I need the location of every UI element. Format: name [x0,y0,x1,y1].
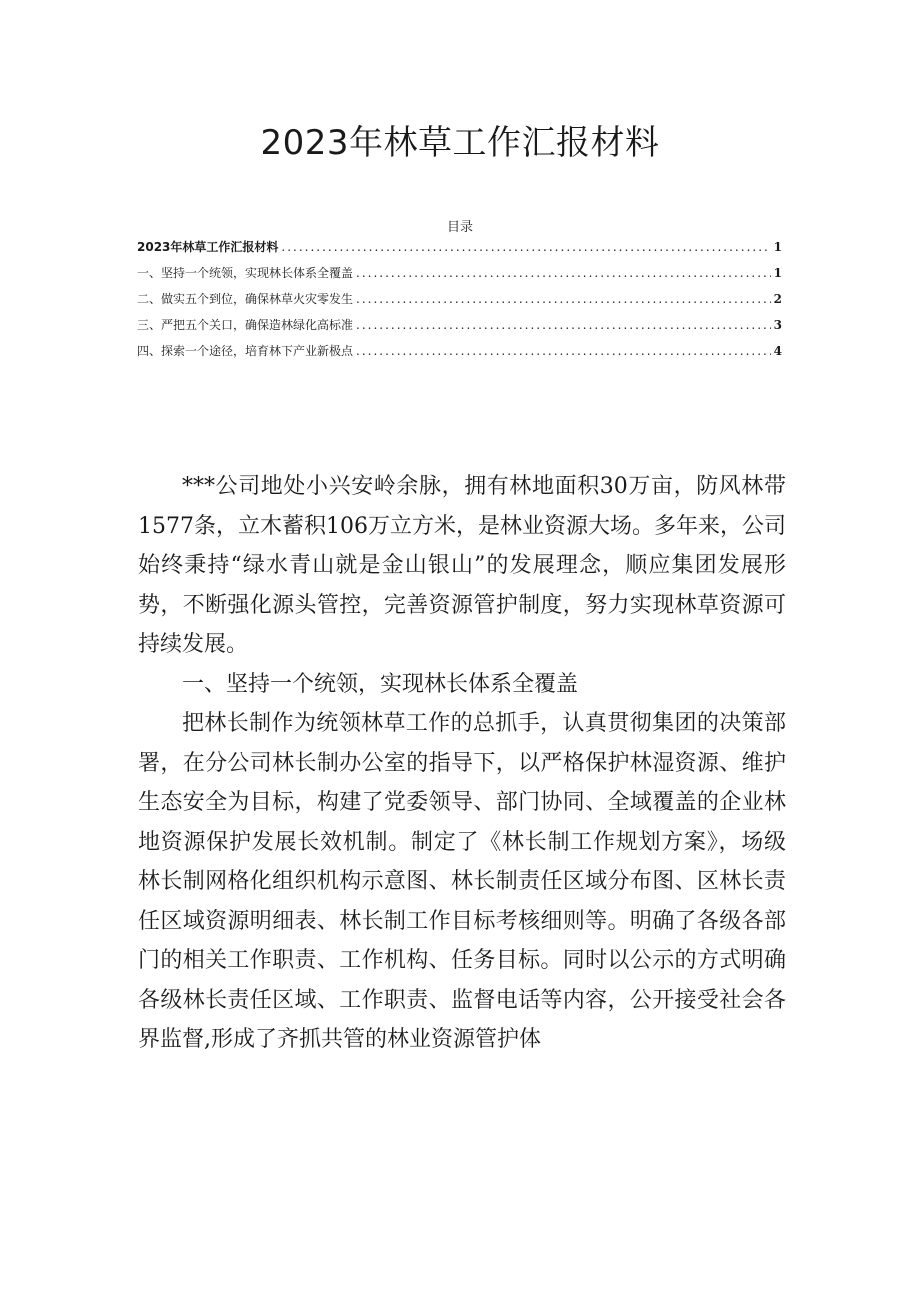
toc-entry-text: 2023年林草工作汇报材料 [137,240,279,254]
toc-heading: 目录 [446,220,473,235]
section-paragraph: 把林长制作为统领林草工作的总抓手，认真贯彻集团的决策部署，在分公司林长制办公室的指导下，以严格保护林湿资源、维护生态安全为目标，构建了党委领导、部门协同、全域覆盖的企业林地资源保护发展长效机制。制定了《林长制工作规划方案》，场级林长制网格化组织机构示意图、林长制责任区域分布图、区林长责任区域资源明细表、林长制工作目标考核细则等。明确了各级各部门的相关工作职责、工作机构、任务目标。同时以公示的方式明确各级林长责任区域、工作职责、监督电话等内容，公开接受社会各界监督,形成了齐抓共管的林业资源管护体 [138,711,786,1052]
toc-page-number: 1 [773,240,782,254]
document-body [138,467,786,1060]
document-title: 2023年林草工作汇报材料 [260,123,660,163]
section-heading: 一、坚持一个统领，实现林长体系全覆盖 [182,671,579,697]
toc-page-number: 2 [773,292,782,306]
toc-entry[interactable] [137,264,782,290]
toc-page-number: 1 [773,266,782,280]
toc-entry[interactable] [137,290,782,316]
toc-entry-text: 二、做实五个到位，确保林草火灾零发生 [137,292,354,306]
toc-page-number: 3 [773,318,782,332]
intro-paragraph: ***公司地处小兴安岭余脉，拥有林地面积30万亩，防风林带1577条，立木蓄积106万立方米，是林业资源大场。多年来，公司始终秉持“绿水青山就是金山银山”的发展理念，顺应集团发展形势，不断强化源头管控，完善资源管护制度，努力实现林草资源可持续发展。 [138,474,786,657]
toc-dot-leader [281,240,770,254]
toc-dot-leader [356,292,771,306]
toc-entry[interactable] [137,316,782,342]
toc-entry[interactable] [137,342,782,368]
toc-entry[interactable] [137,238,782,264]
toc-entry-text: 四、探索一个途径，培育林下产业新极点 [137,344,354,358]
table-of-contents [137,238,782,368]
toc-dot-leader [356,266,771,280]
toc-entry-text: 一、坚持一个统领，实现林长体系全覆盖 [137,266,354,280]
toc-page-number: 4 [773,344,782,358]
toc-dot-leader [356,318,771,332]
toc-entry-text: 三、严把五个关口，确保造林绿化高标准 [137,318,354,332]
toc-dot-leader [356,344,771,358]
